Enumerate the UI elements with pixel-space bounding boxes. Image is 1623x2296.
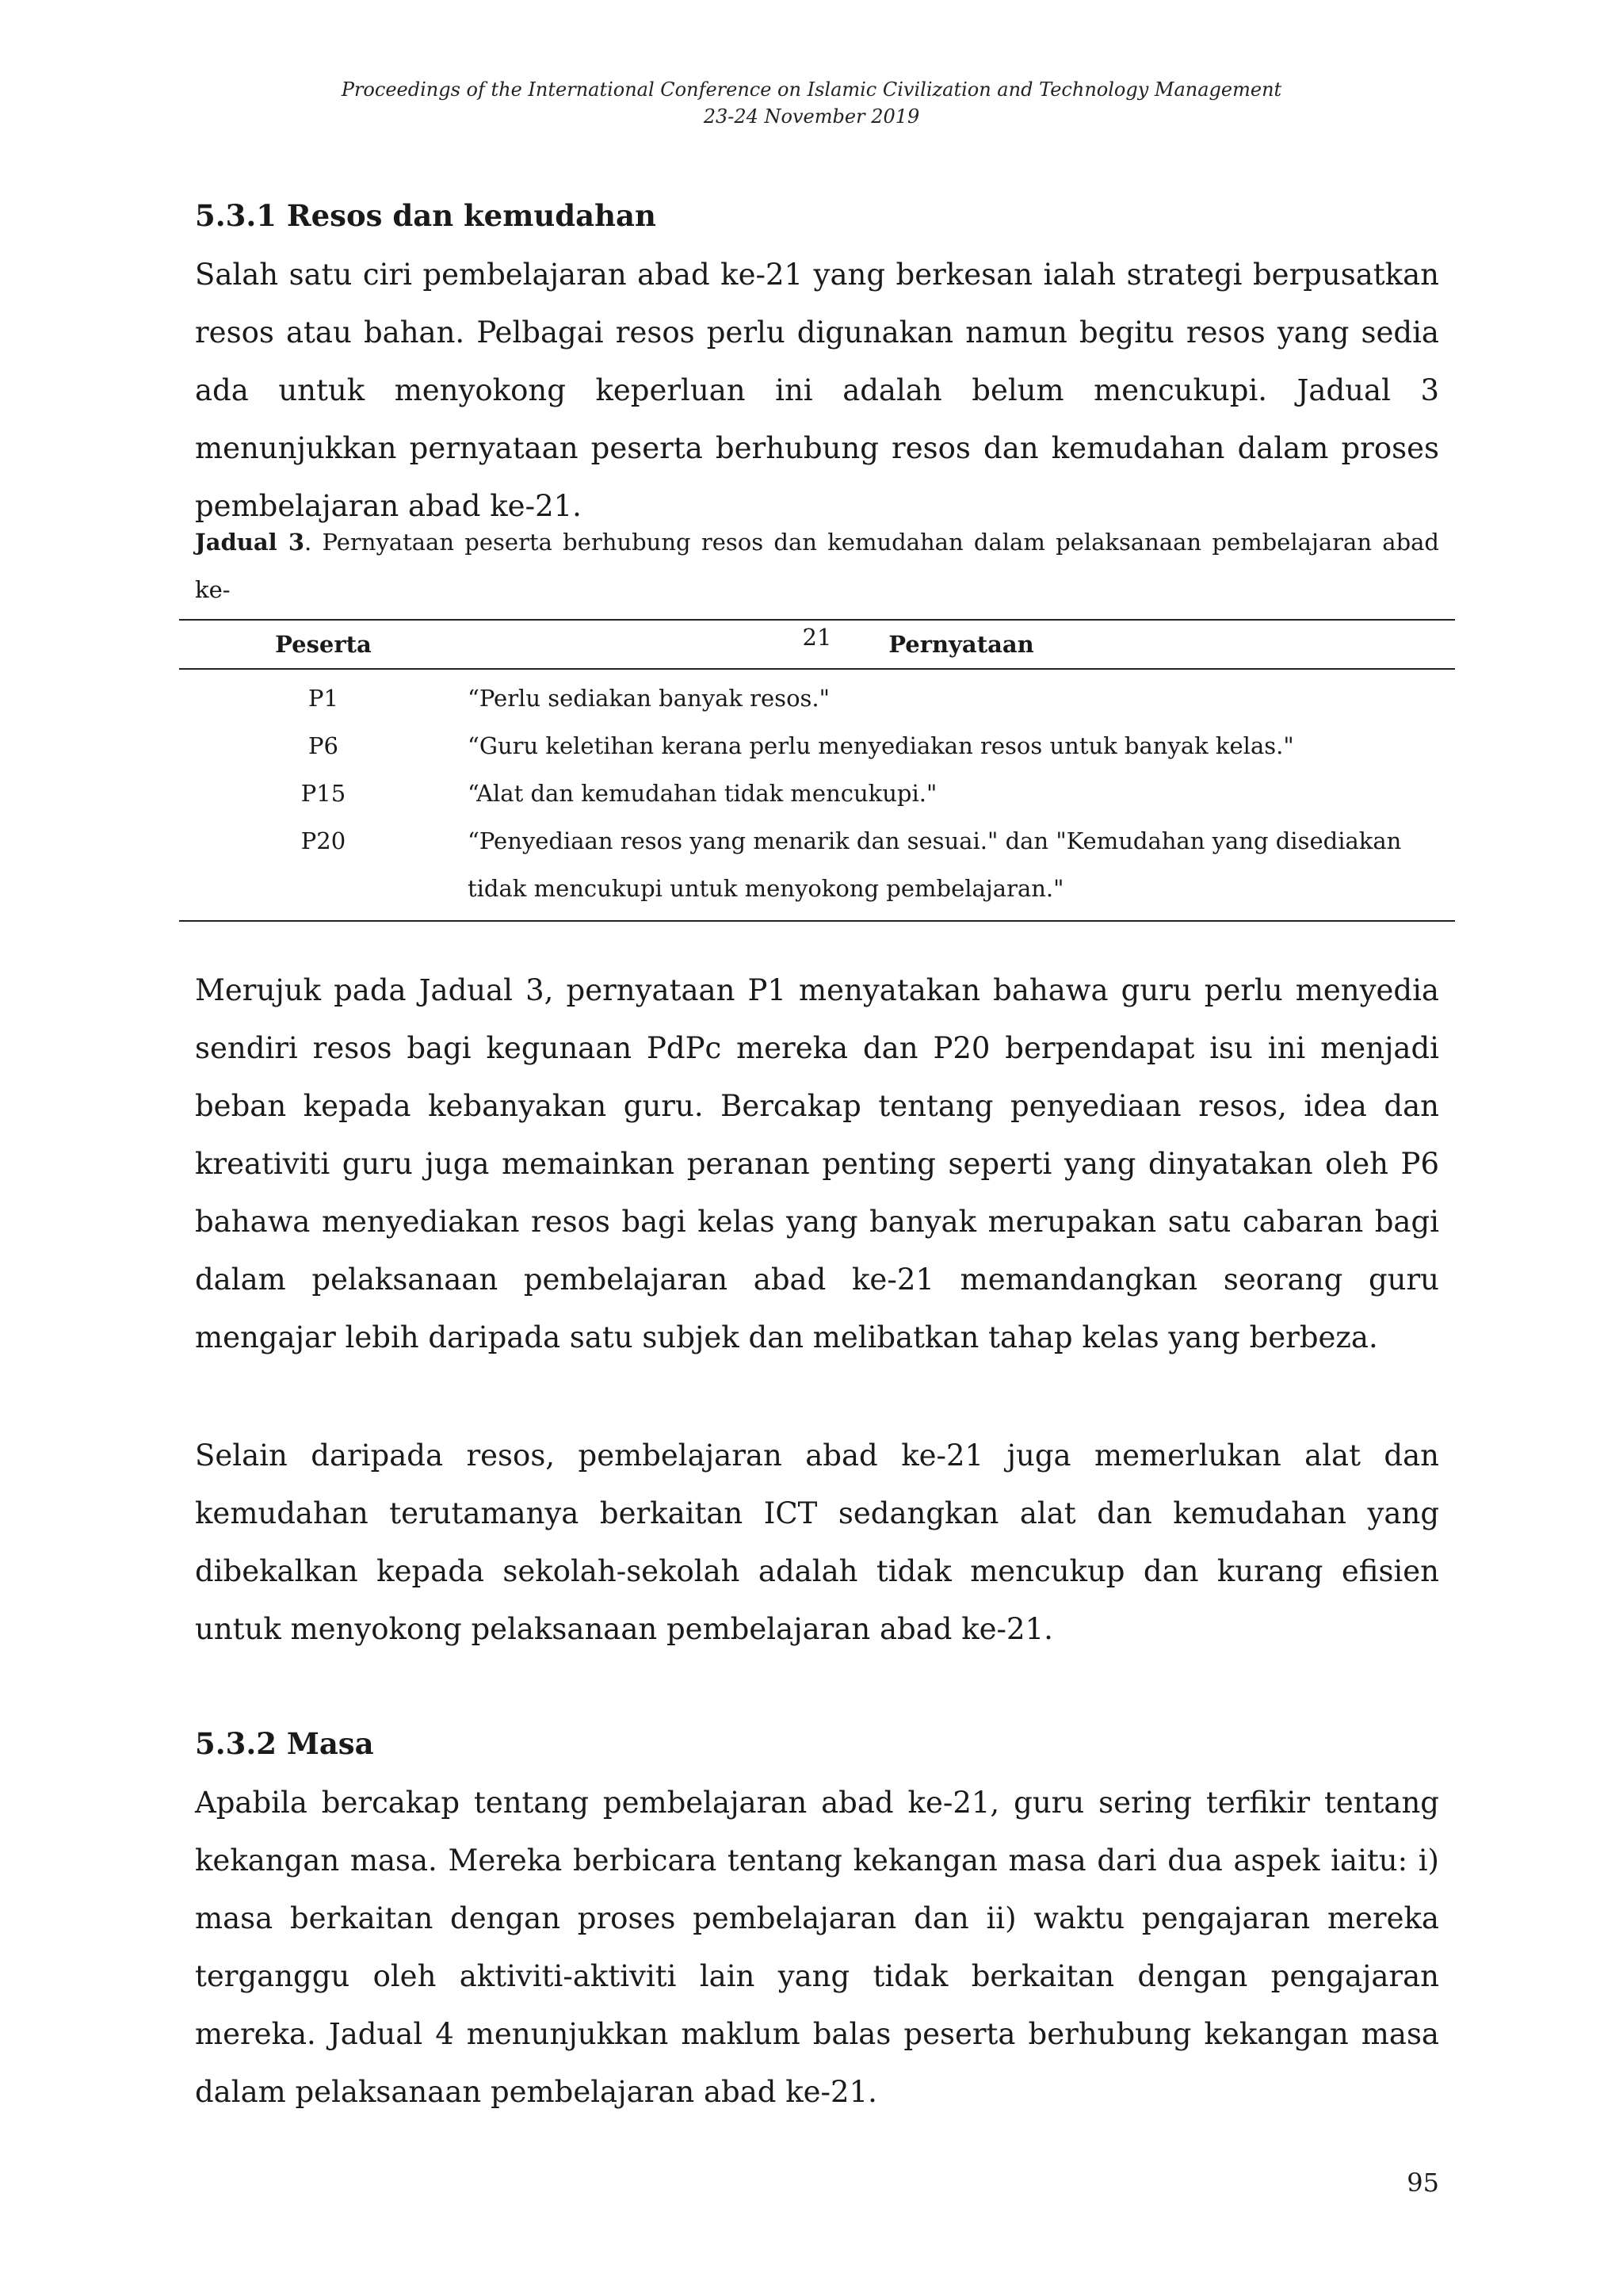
section-heading: 5.3.1 Resos dan kemudahan — [195, 198, 656, 233]
caption-line — [195, 518, 1439, 613]
table-3 — [179, 619, 1455, 922]
section-heading: 5.3.2 Masa — [195, 1726, 374, 1761]
cell-peserta: P6 — [308, 732, 338, 759]
page-number: 95 — [1407, 2168, 1439, 2198]
caption-tail: 21 — [802, 624, 832, 651]
header-conference-title: Proceedings of the International Conference on Islamic Civilization and Technology Management — [341, 78, 1282, 101]
running-header — [0, 76, 1623, 130]
discussion-block-2 — [195, 1427, 1439, 1658]
table-row — [179, 669, 1455, 722]
table-row — [179, 817, 1455, 921]
cell-pernyataan: “Alat dan kemudahan tidak mencukupi." — [468, 780, 938, 807]
section-5-3-2 — [195, 1724, 1439, 2121]
cell-peserta: P1 — [308, 685, 338, 712]
header-conference-date: 23-24 November 2019 — [703, 105, 920, 128]
body-paragraph: Merujuk pada Jadual 3, pernyataan P1 menyatakan bahawa guru perlu menyedia sendiri resos bagi kegunaan PdPc mereka dan P20 berpendapat isu ini menjadi beban kepada kebanyakan guru. Bercakap tentang penyediaan resos, idea dan kreativiti guru juga memainkan peranan penting seperti yang dinyatakan oleh P6 bahawa menyediakan resos bagi kelas yang banyak merupakan satu cabaran bagi dalam pelaksanaan pembelajaran abad ke-21 memandangkan seorang guru mengajar lebih daripada satu subjek dan melibatkan tahap kelas yang berbeza. — [195, 973, 1439, 1354]
cell-pernyataan: “Guru keletihan kerana perlu menyediakan resos untuk banyak kelas." — [468, 732, 1294, 759]
column-header-pernyataan: Pernyataan — [468, 620, 1455, 669]
body-paragraph: Salah satu ciri pembelajaran abad ke-21 yang berkesan ialah strategi berpusatkan resos atau bahan. Pelbagai resos perlu digunakan namun begitu resos yang sedia ada untuk menyokong keperluan ini adalah belum mencukupi. Jadual 3 menunjukkan pernyataan peserta berhubung resos dan kemudahan dalam proses pembelajaran abad ke-21. — [195, 258, 1439, 523]
table-row — [179, 722, 1455, 770]
caption-label: Jadual 3 — [195, 529, 305, 556]
cell-pernyataan: “Penyediaan resos yang menarik dan sesuai." dan "Kemudahan yang disediakan tidak mencukupi untuk menyokong pembelajaran." — [468, 817, 1455, 921]
cell-peserta: P20 — [179, 817, 468, 921]
body-paragraph: Selain daripada resos, pembelajaran abad ke-21 juga memerlukan alat dan kemudahan terutamanya berkaitan ICT sedangkan alat dan kemudahan yang dibekalkan kepada sekolah-sekolah adalah tidak mencukup dan kurang efisien untuk menyokong pelaksanaan pembelajaran abad ke-21. — [195, 1438, 1439, 1646]
cell-pernyataan: “Perlu sediakan banyak resos." — [468, 685, 830, 712]
cell-peserta: P15 — [300, 780, 346, 807]
column-header-peserta: Peserta — [179, 620, 468, 669]
table-header-row — [179, 620, 1455, 669]
caption-text: . Pernyataan peserta berhubung resos dan kemudahan dalam pelaksanaan pembelajaran abad ke- — [195, 529, 1439, 603]
discussion-block — [195, 961, 1439, 1366]
body-paragraph: Apabila bercakap tentang pembelajaran abad ke-21, guru sering terfikir tentang kekangan masa. Mereka berbicara tentang kekangan masa dari dua aspek iaitu: i) masa berkaitan dengan proses pembelajaran dan ii) waktu pengajaran mereka terganggu oleh aktiviti-aktiviti lain yang tidak berkaitan dengan pengajaran mereka. Jadual 4 menunjukkan maklum balas peserta berhubung kekangan masa dalam pelaksanaan pembelajaran abad ke-21. — [195, 1786, 1439, 2109]
section-5-3-1 — [195, 196, 1439, 535]
table-row — [179, 770, 1455, 817]
